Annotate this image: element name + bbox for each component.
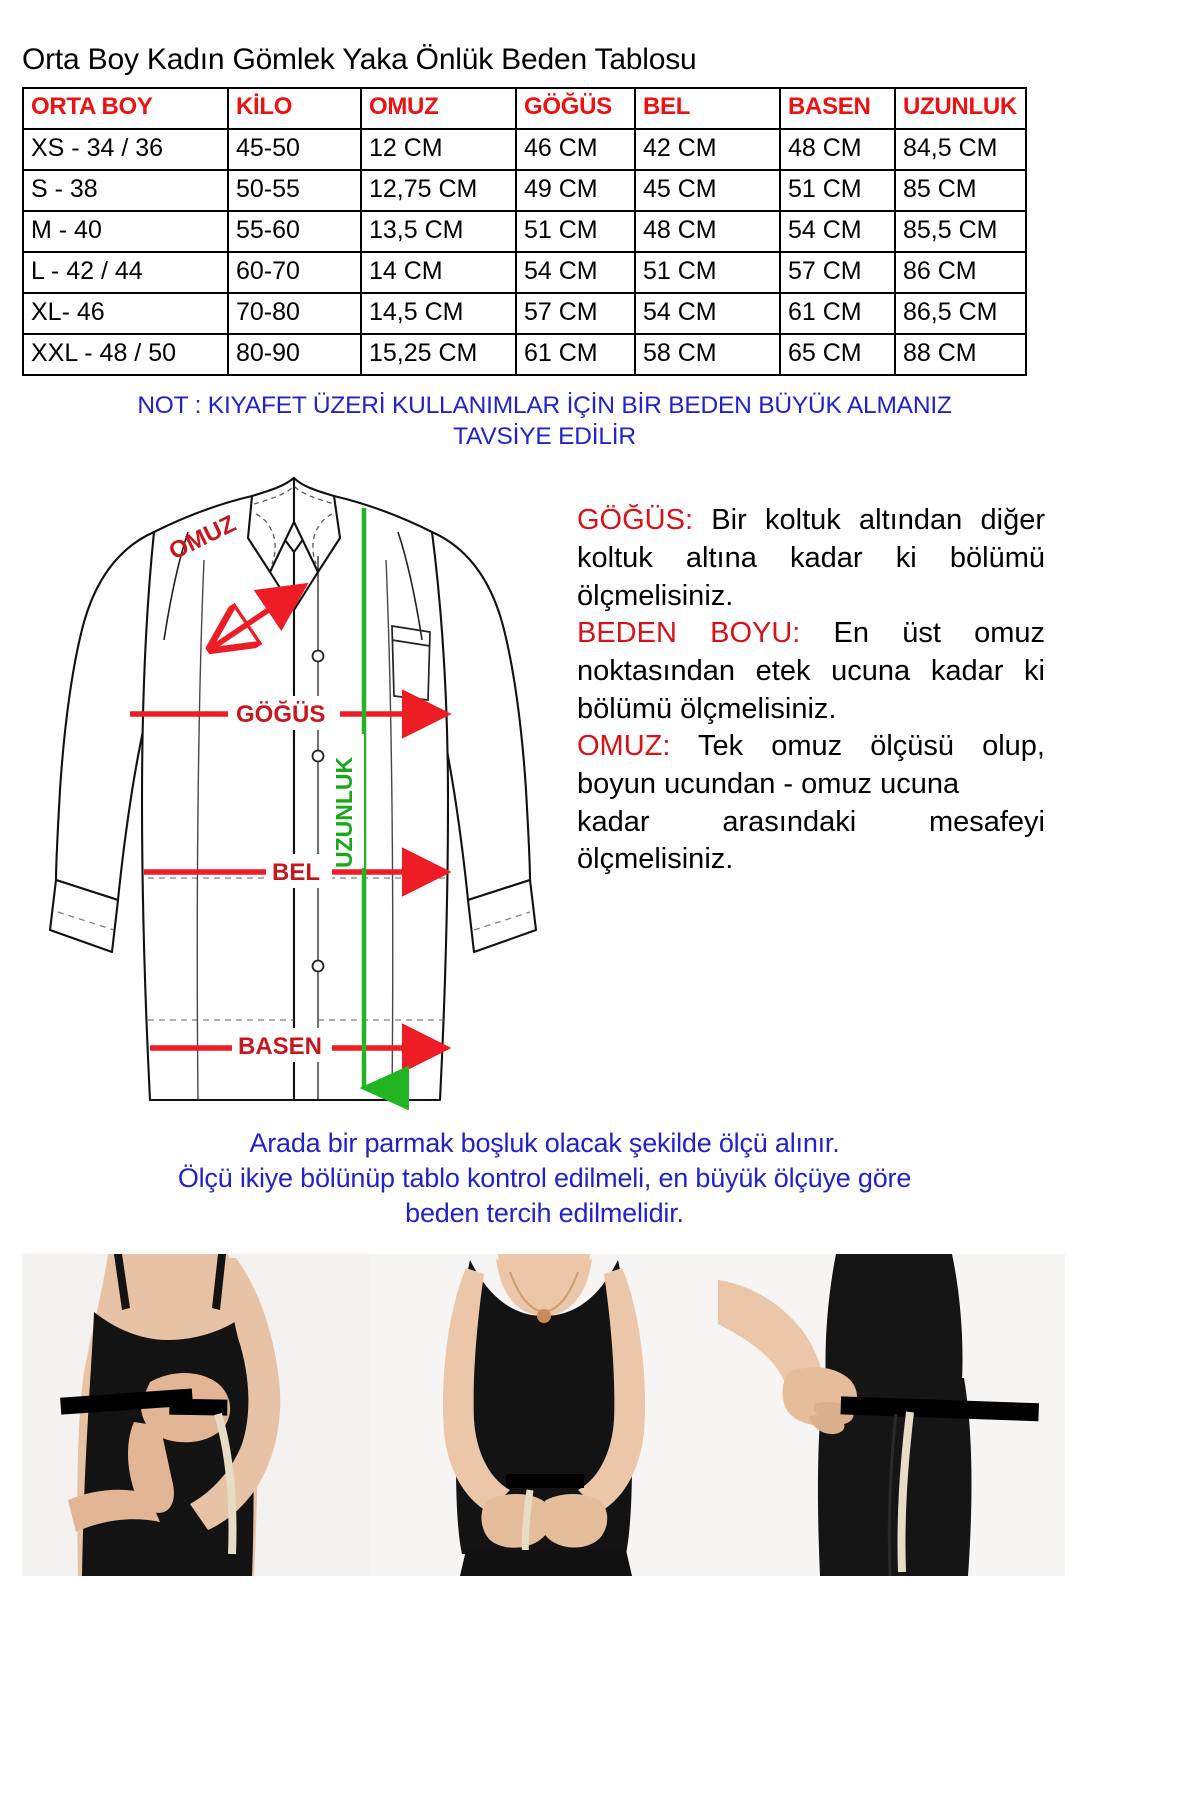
- cell-uzunluk: 86 CM: [895, 252, 1026, 293]
- diagram-label-gogus: GÖĞÜS: [236, 701, 326, 729]
- cell-kilo: 55-60: [228, 211, 361, 252]
- diagram-label-omuz: OMUZ: [164, 510, 241, 566]
- cell-bel: 42 CM: [635, 129, 780, 170]
- cell-gogus: 46 CM: [516, 129, 635, 170]
- bust-measure-photo: [22, 1254, 370, 1576]
- waist-measure-photo: [370, 1254, 718, 1576]
- explanation-gogus: [577, 502, 1067, 615]
- cell-gogus: 54 CM: [516, 252, 635, 293]
- cell-kilo: 45-50: [228, 129, 361, 170]
- table-row: [23, 211, 1026, 252]
- explanation-label-omuz: OMUZ:: [577, 730, 671, 763]
- cell-omuz: 13,5 CM: [361, 211, 516, 252]
- bottom-note-line-2: Ölçü ikiye bölünüp tablo kontrol edilmeli, en büyük ölçüye göre: [177, 1163, 912, 1194]
- column-header-uzunluk: UZUNLUK: [895, 88, 1026, 129]
- cell-bel: 45 CM: [635, 170, 780, 211]
- cell-size: XXL - 48 / 50: [23, 334, 228, 375]
- explanation-label-gogus: GÖĞÜS:: [577, 504, 694, 537]
- bottom-note: [22, 1120, 1067, 1231]
- cell-kilo: 70-80: [228, 293, 361, 334]
- cell-omuz: 12,75 CM: [361, 170, 516, 211]
- diagram-label-bel: BEL: [272, 859, 320, 887]
- cell-kilo: 60-70: [228, 252, 361, 293]
- table-row: [23, 170, 1026, 211]
- column-header-orta-boy: ORTA BOY: [23, 88, 228, 129]
- column-header-bel: BEL: [635, 88, 780, 129]
- top-note: [22, 376, 1067, 455]
- cell-uzunluk: 85 CM: [895, 170, 1026, 211]
- garment-diagram: [22, 460, 567, 1110]
- column-header-basen: BASEN: [780, 88, 895, 129]
- cell-size: XS - 34 / 36: [23, 129, 228, 170]
- explanation-beden-boyu: [577, 615, 1067, 728]
- cell-size: XL- 46: [23, 293, 228, 334]
- cell-bel: 51 CM: [635, 252, 780, 293]
- explanation-text-gogus: Bir koltuk altından diğer koltuk altına kadar ki bölümü ölçmelisiniz.: [577, 504, 1045, 612]
- explanation-text-beden-boyu: En üst omuz noktasından etek ucuna kadar ki bölümü ölçmelisiniz.: [577, 617, 1045, 725]
- cell-gogus: 57 CM: [516, 293, 635, 334]
- cell-kilo: 50-55: [228, 170, 361, 211]
- cell-gogus: 51 CM: [516, 211, 635, 252]
- bottom-note-line-1: Arada bir parmak boşluk olacak şekilde ölçü alınır.: [249, 1128, 840, 1159]
- column-header-omuz: OMUZ: [361, 88, 516, 129]
- waist-measure-illustration: [370, 1254, 718, 1576]
- cell-basen: 57 CM: [780, 252, 895, 293]
- explanation-label-beden-boyu: BEDEN BOYU:: [577, 617, 801, 650]
- explanation-omuz: [577, 728, 1067, 803]
- cell-bel: 58 CM: [635, 334, 780, 375]
- cell-gogus: 49 CM: [516, 170, 635, 211]
- cell-basen: 51 CM: [780, 170, 895, 211]
- measurement-explanations: [567, 460, 1067, 879]
- diagram-label-basen: BASEN: [238, 1033, 323, 1061]
- cell-gogus: 61 CM: [516, 334, 635, 375]
- table-row: [23, 129, 1026, 170]
- explanation-text-omuz: Tek omuz ölçüsü olup, boyun ucundan - omuz ucuna: [577, 730, 1045, 801]
- table-row: [23, 252, 1026, 293]
- garment-illustration: [22, 460, 567, 1110]
- bust-measure-illustration: [22, 1254, 370, 1576]
- cell-omuz: 14 CM: [361, 252, 516, 293]
- cell-uzunluk: 88 CM: [895, 334, 1026, 375]
- cell-size: M - 40: [23, 211, 228, 252]
- column-header-gogus: GÖĞÜS: [516, 88, 635, 129]
- cell-uzunluk: 84,5 CM: [895, 129, 1026, 170]
- cell-basen: 54 CM: [780, 211, 895, 252]
- cell-bel: 54 CM: [635, 293, 780, 334]
- cell-basen: 65 CM: [780, 334, 895, 375]
- diagram-label-uzunluk: UZUNLUK: [331, 757, 357, 869]
- measurement-guide-section: [22, 454, 1067, 1120]
- cell-basen: 48 CM: [780, 129, 895, 170]
- bottom-note-line-3: beden tercih edilmelidir.: [405, 1198, 684, 1229]
- cell-bel: 48 CM: [635, 211, 780, 252]
- cell-size: L - 42 / 44: [23, 252, 228, 293]
- table-header-row: [23, 88, 1026, 129]
- cell-omuz: 14,5 CM: [361, 293, 516, 334]
- top-note-line-2: TAVSİYE EDİLİR: [453, 422, 636, 450]
- cell-basen: 61 CM: [780, 293, 895, 334]
- cell-size: S - 38: [23, 170, 228, 211]
- column-header-kilo: KİLO: [228, 88, 361, 129]
- explanation-omuz-cont: kadar arasındaki mesafeyi ölçmelisiniz.: [577, 805, 1045, 876]
- hip-measure-illustration: [718, 1254, 1065, 1576]
- cell-omuz: 12 CM: [361, 129, 516, 170]
- measurement-photos: [22, 1232, 1065, 1584]
- cell-uzunluk: 85,5 CM: [895, 211, 1026, 252]
- size-table: [22, 87, 1027, 376]
- cell-kilo: 80-90: [228, 334, 361, 375]
- page-title: Orta Boy Kadın Gömlek Yaka Önlük Beden Tablosu: [22, 43, 697, 76]
- cell-omuz: 15,25 CM: [361, 334, 516, 375]
- table-row: [23, 334, 1026, 375]
- cell-uzunluk: 86,5 CM: [895, 293, 1026, 334]
- hip-measure-photo: [718, 1254, 1065, 1576]
- top-note-line-1: NOT : KIYAFET ÜZERİ KULLANIMLAR İÇİN BİR BEDEN BÜYÜK ALMANIZ: [137, 391, 952, 419]
- table-row: [23, 293, 1026, 334]
